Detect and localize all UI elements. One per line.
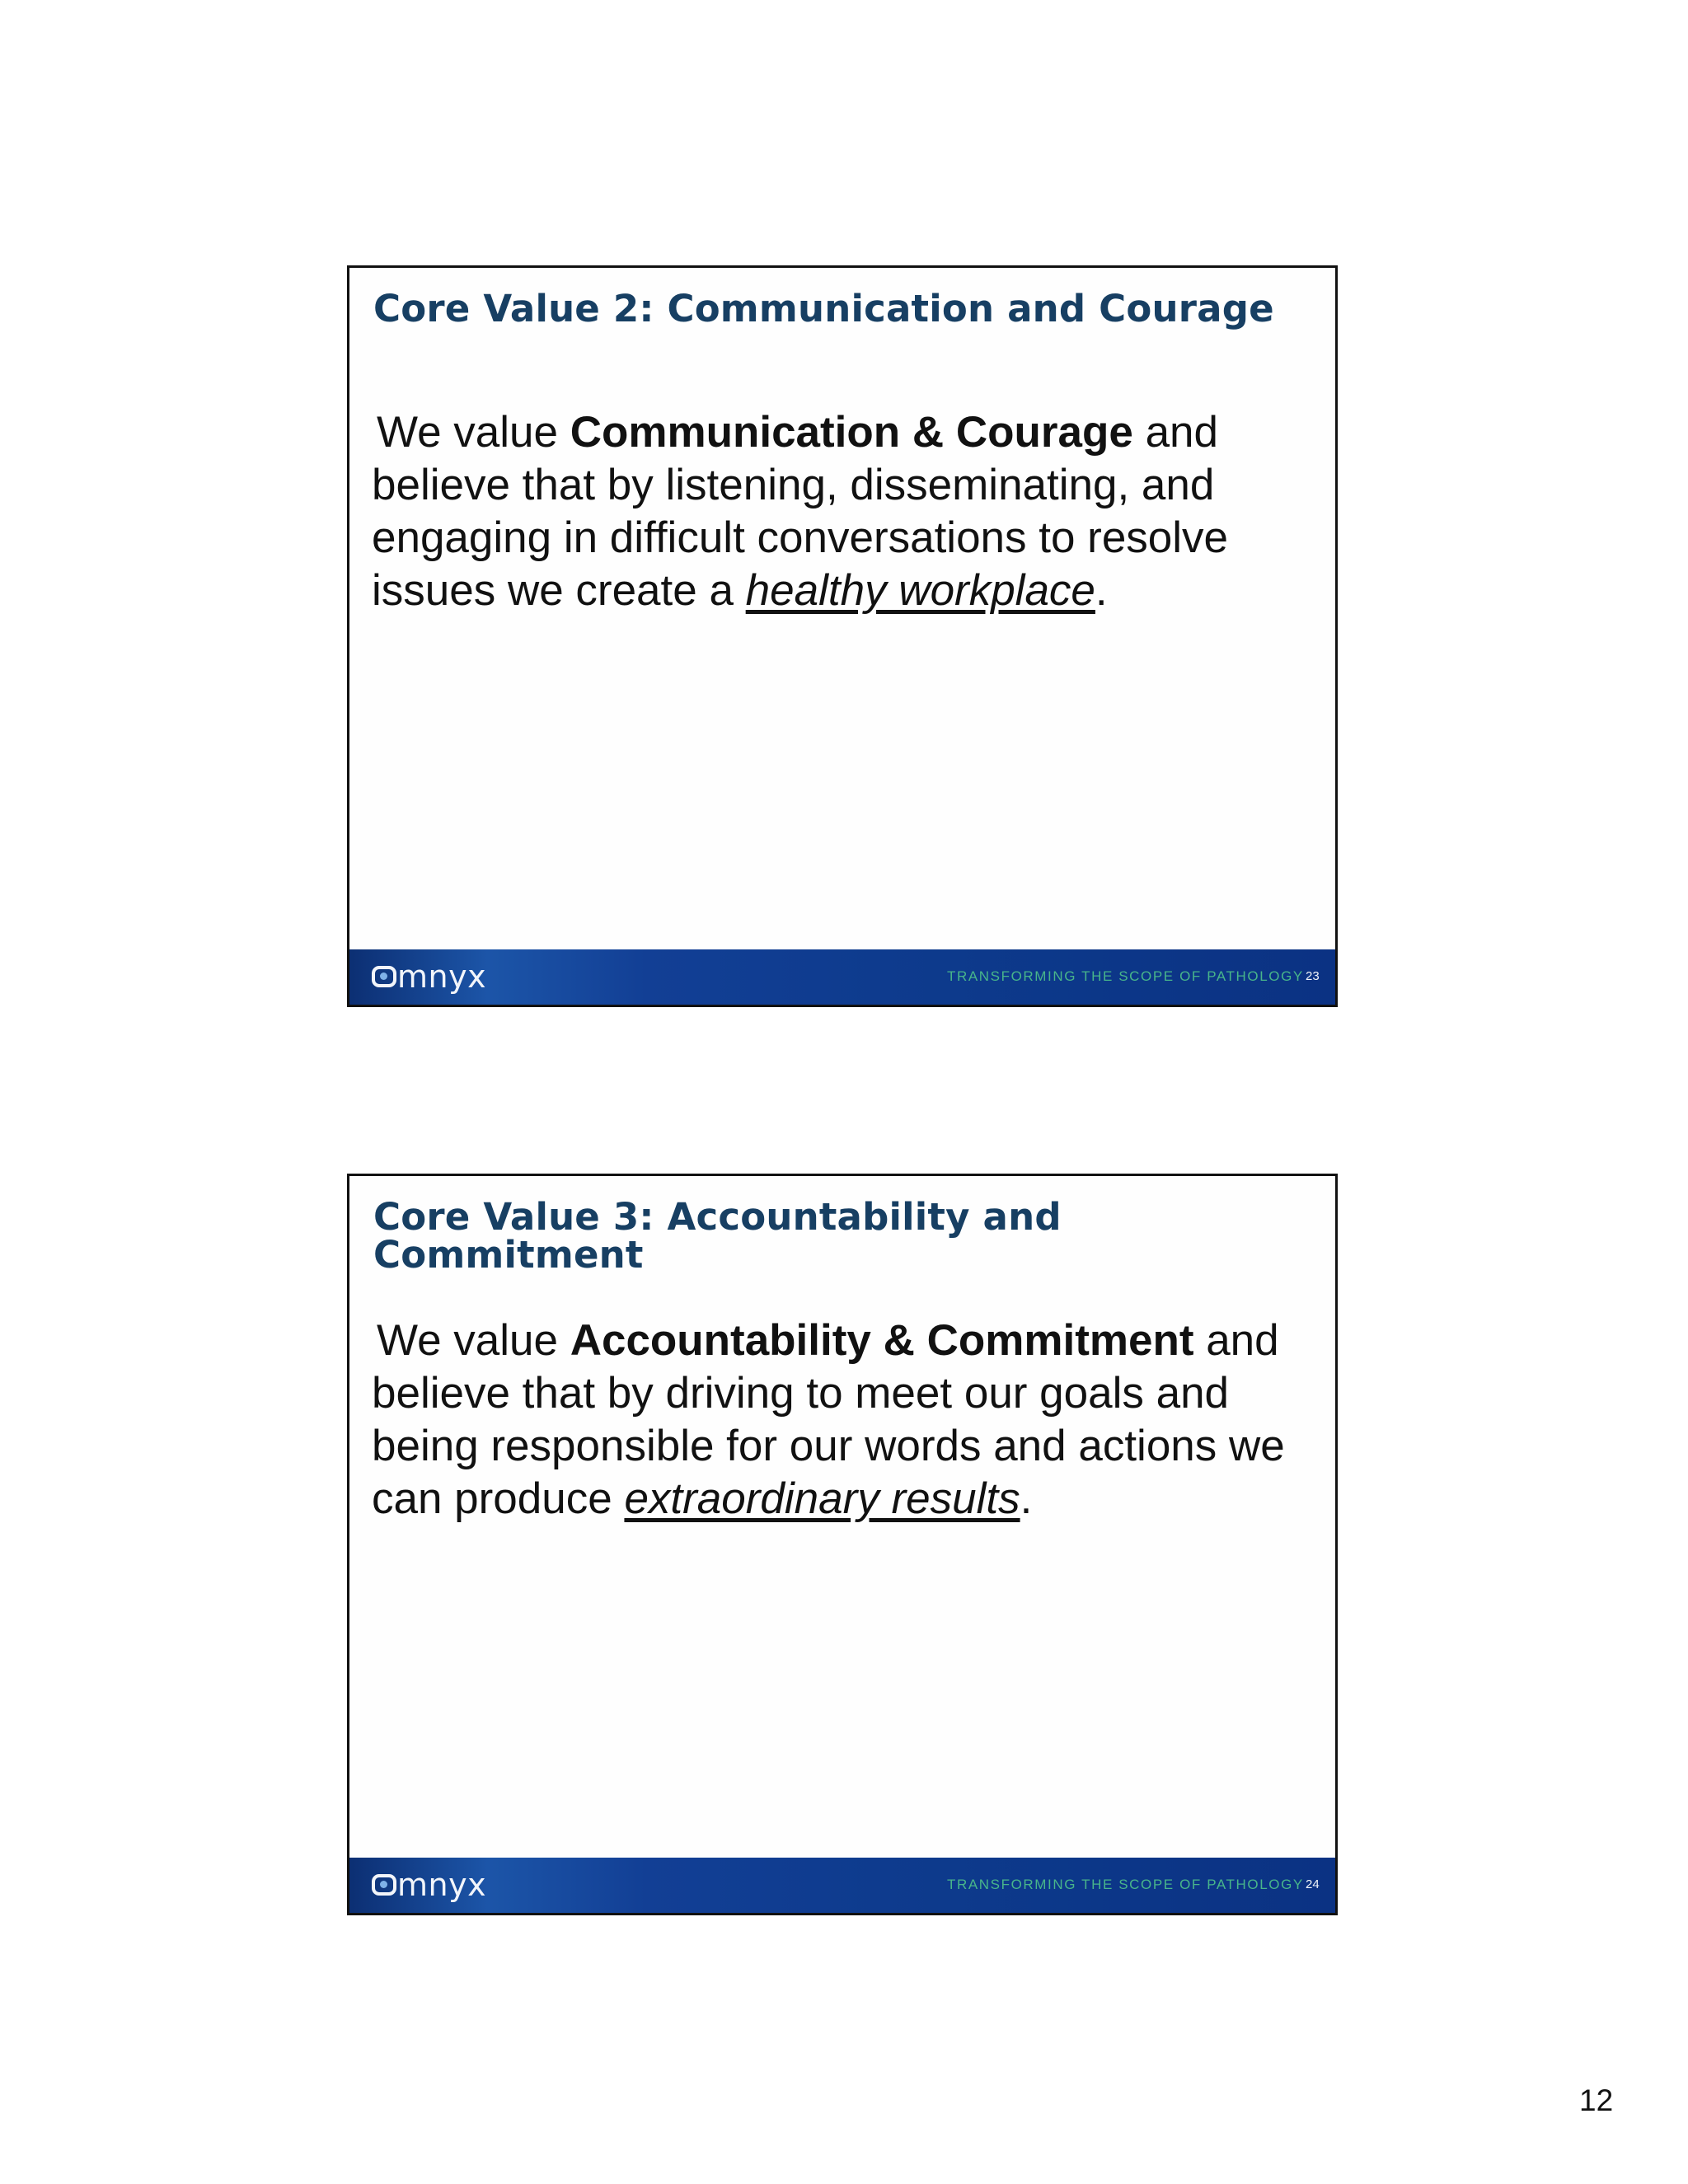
- slide-23: [347, 265, 1338, 1007]
- body-highlight: extraordinary results: [624, 1474, 1020, 1523]
- logo-text: mnyx: [397, 958, 487, 995]
- body-prefix: We value: [377, 1316, 570, 1365]
- body-suffix: .: [1020, 1474, 1033, 1523]
- logo-text: mnyx: [397, 1867, 487, 1903]
- slide-footer-bar: [349, 949, 1335, 1005]
- body-highlight: healthy workplace: [745, 566, 1095, 615]
- body-suffix: .: [1095, 566, 1108, 615]
- footer-tagline: TRANSFORMING THE SCOPE OF PATHOLOGY: [947, 968, 1304, 984]
- body-emphasis: Accountability & Commitment: [570, 1316, 1194, 1365]
- omnyx-logo: [372, 959, 486, 994]
- omnyx-logo-icon: [372, 966, 396, 987]
- page-number: 12: [1579, 2083, 1614, 2117]
- body-middle: and believe that by driving to meet our goals and being responsible for our words and actions we can produce: [372, 1316, 1285, 1523]
- slide-title: Core Value 3: Accountability and Commitment: [373, 1195, 1062, 1277]
- slide-24: [347, 1174, 1338, 1915]
- body-emphasis: Communication & Courage: [570, 408, 1133, 457]
- slide-number: 24: [1306, 1877, 1320, 1891]
- slide-number: 23: [1306, 969, 1320, 983]
- body-middle: and believe that by listening, disseminating, and engaging in difficult conversations to resolve issues we create a: [372, 408, 1229, 615]
- footer-tagline: TRANSFORMING THE SCOPE OF PATHOLOGY: [947, 1877, 1304, 1892]
- omnyx-logo-icon: [372, 1874, 396, 1896]
- slide-footer-bar: [349, 1858, 1335, 1913]
- slide-body-text: [372, 1315, 1311, 1526]
- omnyx-logo: [372, 1868, 486, 1902]
- slide-title: Core Value 2: Communication and Courage: [373, 287, 1274, 330]
- body-prefix: We value: [377, 408, 570, 457]
- slide-body-text: [372, 406, 1311, 617]
